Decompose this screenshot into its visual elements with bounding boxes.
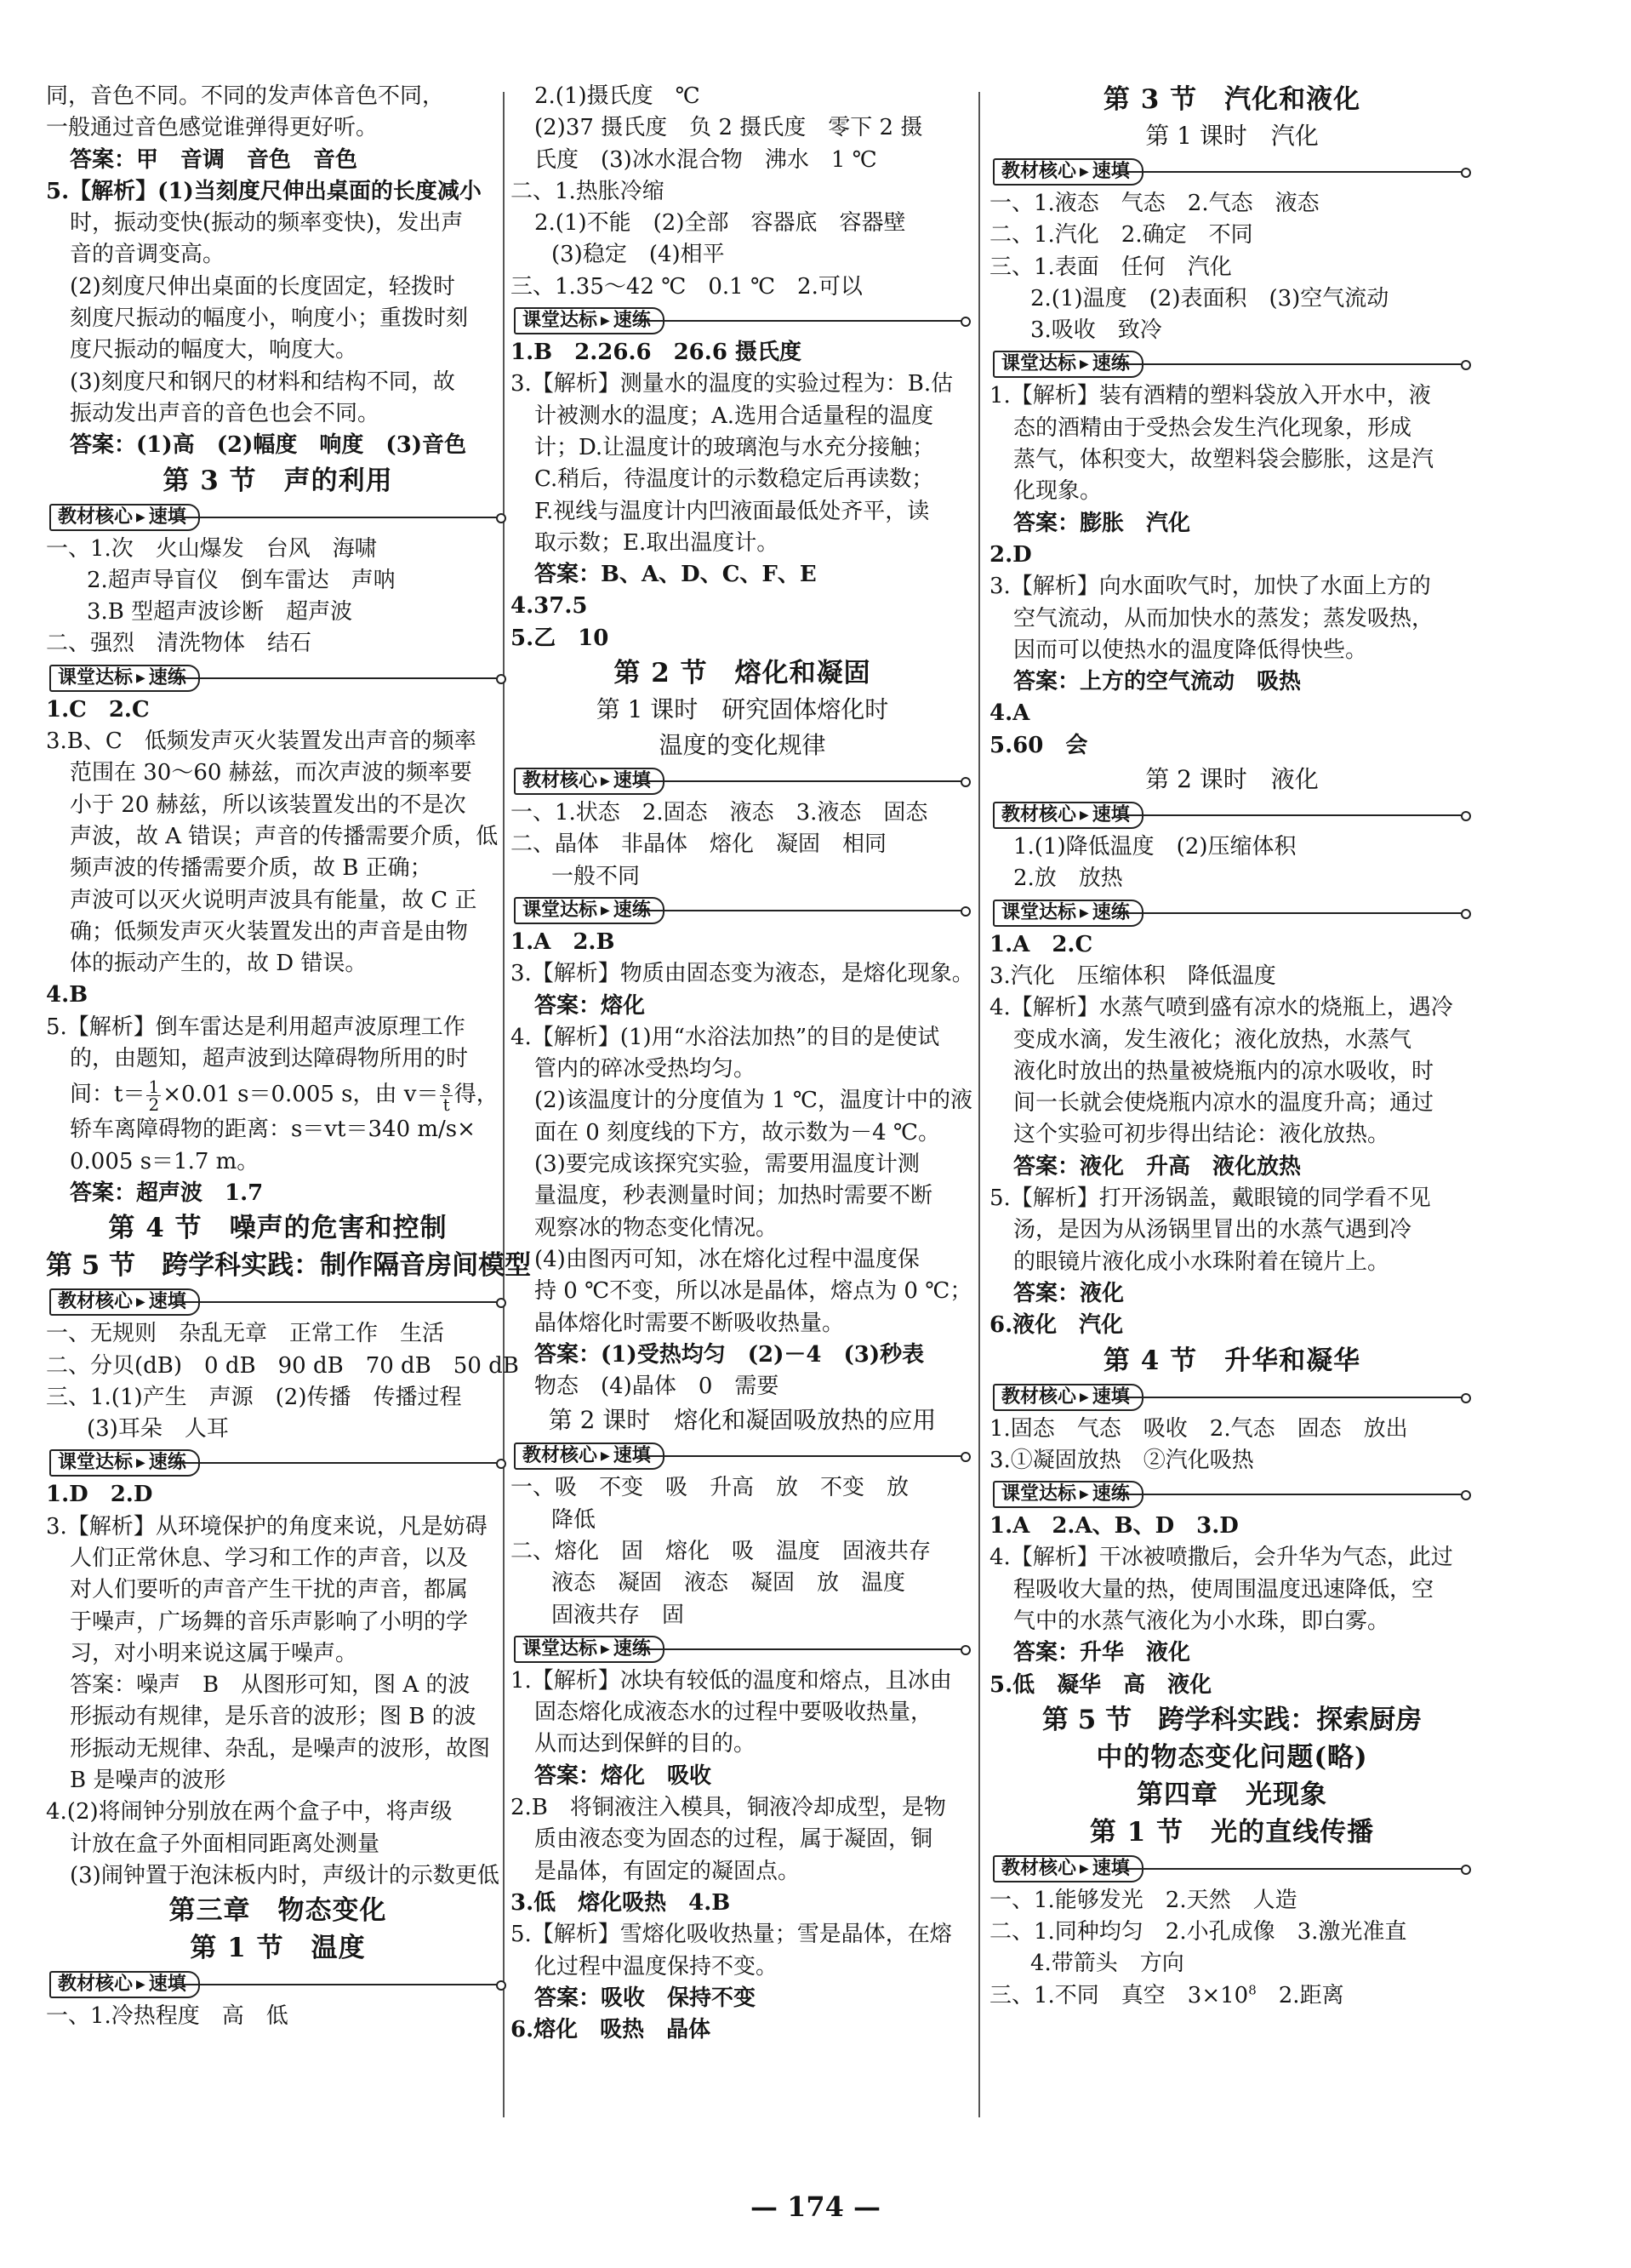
text-line: 质由液态变为固态的过程，属于凝固，铜 [534, 1826, 933, 1853]
text-line: 蒸气，体积变大，故塑料袋会膨胀，这是汽 [1013, 447, 1434, 473]
text-line: 3.【解析】测量水的温度的实验过程为：B.估 [510, 371, 954, 397]
text-line: 5.乙 10 [510, 625, 609, 651]
text-line: 范围在 30～60 赫兹，而次声波的频率要 [70, 760, 472, 786]
answer-line: 答案：超声波 1.7 [70, 1180, 264, 1206]
text-line: C.稍后，待温度计的示数稳定后再读数； [534, 466, 934, 493]
text-line: 4.A [989, 700, 1030, 727]
text-line: 二、1.热胀冷缩 [510, 178, 664, 204]
text-line: 4.【解析】(1)用“水浴法加热”的目的是使试 [510, 1024, 940, 1050]
answer-line: 物态 (4)晶体 0 需要 [534, 1374, 779, 1400]
answer-line: 答案：液化 [1013, 1280, 1125, 1306]
text-line: 轿车离障碍物的距离：s＝vt＝340 m/s× [70, 1117, 476, 1143]
text-line: 人们正常休息、学习和工作的声音，以及 [70, 1545, 469, 1571]
practice-tag: 课堂达标 ▶ 速练 [510, 305, 974, 337]
text-line: 的，由题知，超声波到达障碍物所用的时 [70, 1046, 469, 1072]
text-line: 量温度，秒表测量时间；加热时需要不断 [534, 1183, 933, 1209]
text-line: B 是噪声的波形 [70, 1768, 226, 1794]
text-line: 是晶体，有固定的凝固点。 [534, 1858, 801, 1884]
text-line: 1.【解析】冰块有较低的温度和熔点，且冰由 [510, 1667, 952, 1694]
text-line: 时，振动变快(振动的频率变快)，发出声 [70, 210, 464, 237]
text-line: (3)要完成该探究实验，需要用温度计测 [534, 1151, 920, 1178]
text-line: 液态 凝固 液态 凝固 放 温度 [551, 1570, 906, 1597]
text-line: 一、无规则 杂乱无章 正常工作 生活 [46, 1321, 445, 1347]
text-line: 空气流动，从而加快水的蒸发；蒸发吸热， [1013, 605, 1434, 631]
text-line: 5.60 会 [989, 732, 1088, 758]
lesson-heading: 第 1 课时 汽化 [1145, 122, 1319, 150]
text-line: (3)稳定 (4)相平 [551, 242, 725, 268]
page-number: — 174 — [750, 2191, 881, 2223]
practice-tag: 课堂达标 ▶ 速练 [510, 894, 974, 927]
text-line: 化过程中温度保持不变。 [534, 1953, 778, 1980]
text-line: 面在 0 刻度线的下方，故示数为－4 ℃。 [534, 1119, 940, 1145]
practice-tag: 课堂达标 ▶ 速练 [989, 1478, 1474, 1511]
text-line: 间一长就会使烧瓶内凉水的温度升高；通过 [1013, 1090, 1434, 1117]
text-line: 4.(2)将闹钟分别放在两个盒子中，将声级 [46, 1799, 453, 1825]
text-line: 二、熔化 固 熔化 吸 温度 固液共存 [510, 1538, 932, 1564]
text-line: 3.【解析】从环境保护的角度来说，凡是妨碍 [46, 1513, 488, 1540]
core-tag: 教材核心 ▶ 速填 [510, 1440, 974, 1472]
column-2 [510, 81, 974, 2046]
practice-tag: 课堂达标 ▶ 速练 [46, 1447, 510, 1479]
text-line: 二、强烈 清洗物体 结石 [46, 631, 312, 657]
text-line: F.视线与温度计内凹液面最低处齐平，读 [534, 498, 930, 524]
text-line: 一、1.次 火山爆发 台风 海啸 [46, 535, 377, 562]
answer-line: 答案：膨胀 汽化 [1013, 510, 1191, 536]
text-line: 计；D.让温度计的玻璃泡与水充分接触； [534, 434, 935, 460]
text-line: 二、分贝(dB) 0 dB 90 dB 70 dB 50 dB [46, 1352, 519, 1379]
text-line: 二、1.同种均匀 2.小孔成像 3.激光准直 [989, 1919, 1407, 1945]
answer-line: 答案：吸收 保持不变 [534, 1985, 756, 2011]
text-line: 0.005 s＝1.7 m。 [70, 1148, 259, 1174]
text-line: 一般通过音色感觉谁弹得更好听。 [46, 115, 379, 141]
text-line: 一、吸 不变 吸 升高 放 不变 放 [510, 1475, 910, 1501]
practice-tag: 课堂达标 ▶ 速练 [510, 1633, 974, 1665]
text-line: 二、1.汽化 2.确定 不同 [989, 222, 1253, 249]
text-line: 三、1.表面 任何 汽化 [989, 254, 1232, 280]
text-line: 液化时放出的热量被烧瓶内的凉水吸收，时 [1013, 1058, 1434, 1084]
text-line: 1.(1)降低温度 (2)压缩体积 [1013, 834, 1297, 860]
text-line: 的眼镜片液化成小水珠附着在镜片上。 [1013, 1248, 1390, 1275]
text-line: (3)刻度尺和钢尺的材料和结构不同，故 [70, 368, 455, 395]
lesson-heading: 第 1 课时 研究固体熔化时 [596, 695, 889, 724]
practice-tag: 课堂达标 ▶ 速练 [989, 897, 1474, 929]
core-tag: 教材核心 ▶ 速填 [46, 1968, 510, 2001]
core-tag: 教材核心 ▶ 速填 [46, 1286, 510, 1318]
text-line: 振动发出声音的音色也会不同。 [70, 400, 380, 426]
text-line: 6.熔化 吸热 晶体 [510, 2017, 711, 2043]
column-divider-2 [978, 92, 980, 2117]
text-line: 声波，故 A 错误；声音的传播需要介质，低 [70, 823, 499, 849]
core-tag: 教材核心 ▶ 速填 [989, 156, 1474, 188]
text-line: 3.【解析】物质由固态变为液态，是熔化现象。 [510, 961, 974, 987]
text-line: 2.(1)不能 (2)全部 容器底 容器壁 [534, 210, 906, 237]
text-line: 音的音调变高。 [70, 242, 225, 268]
text-line: 4.37.5 [510, 593, 588, 620]
text-line: 4.【解析】水蒸气喷到盛有凉水的烧瓶上，遇冷 [989, 995, 1453, 1021]
text-line: 1.B 2.26.6 26.6 摄氏度 [510, 340, 801, 366]
answer-line: 答案：液化 升高 液化放热 [1013, 1153, 1302, 1180]
answer-line: 答案：甲 音调 音色 音色 [70, 146, 358, 173]
text-line: 计放在盒子外面相同距离处测量 [70, 1831, 380, 1857]
text-line: (3)耳朵 人耳 [87, 1416, 229, 1442]
text-line: 二、晶体 非晶体 熔化 凝固 相同 [510, 831, 887, 858]
text-line: 3.B、C 低频发声灭火装置发出声音的频率 [46, 728, 476, 755]
core-tag: 教材核心 ▶ 速填 [510, 765, 974, 797]
chapter-heading: 第三章 物态变化 [168, 1895, 387, 1927]
text-line: 5.【解析】打开汤锅盖，戴眼镜的同学看不见 [989, 1185, 1431, 1212]
text-line: 计被测水的温度；A.选用合适量程的温度 [534, 403, 934, 429]
section-heading: 第 1 节 温度 [190, 1933, 366, 1964]
section-heading: 第 3 节 声的利用 [163, 465, 393, 496]
core-tag: 教材核心 ▶ 速填 [989, 1853, 1474, 1885]
text-line: 化现象。 [1013, 478, 1103, 505]
section-heading: 第 3 节 汽化和液化 [1103, 84, 1361, 115]
text-line: 持 0 ℃不变，所以冰是晶体，熔点为 0 ℃； [534, 1278, 972, 1305]
text-line: 度尺振动的幅度大，响度大。 [70, 337, 358, 363]
text-line: 2.(1)温度 (2)表面积 (3)空气流动 [1030, 285, 1389, 311]
text-line: 习，对小明来说这属于噪声。 [70, 1640, 358, 1666]
text-line: (2)该温度计的分度值为 1 ℃，温度计中的液 [534, 1088, 972, 1114]
text-line: 4.带箭头 方向 [1030, 1951, 1184, 1977]
practice-tag: 课堂达标 ▶ 速练 [989, 348, 1474, 380]
answer-line: 答案：熔化 [534, 992, 646, 1019]
text-line: 6.液化 汽化 [989, 1312, 1124, 1339]
text-line: 1.A 2.A、B、D 3.D [989, 1513, 1239, 1540]
text-line: 3.汽化 压缩体积 降低温度 [989, 963, 1276, 989]
text-line: 三、1.不同 真空 $3\times 10^8$ 2.距离 [989, 1982, 1344, 2008]
core-tag: 教材核心 ▶ 速填 [989, 1381, 1474, 1414]
fraction: $\frac{1}{2}$ [148, 1076, 160, 1115]
text-line: 晶体熔化时需要不断吸收热量。 [534, 1310, 845, 1336]
text-line: 4.B [46, 982, 88, 1008]
text-line: 态的酒精由于受热会发生汽化现象，形成 [1013, 414, 1412, 441]
text-line: 变成水滴，发生液化；液化放热，水蒸气 [1013, 1026, 1412, 1053]
text-line: 于噪声，广场舞的音乐声影响了小明的学 [70, 1608, 469, 1635]
text-line: 2.放 放热 [1013, 865, 1123, 892]
answer-line: 答案：上方的空气流动 吸热 [1013, 669, 1302, 695]
text-line: (2)37 摄氏度 负 2 摄氏度 零下 2 摄 [534, 115, 923, 141]
text-line: 程吸收大量的热，使周围温度迅速降低，空 [1013, 1576, 1434, 1602]
text-line: 一、1.冷热程度 高 低 [46, 2003, 288, 2030]
practice-tag: 课堂达标 ▶ 速练 [46, 662, 510, 694]
text-line: 一般不同 [551, 863, 641, 889]
text-line: 5.【解析】倒车雷达是利用超声波原理工作 [46, 1014, 465, 1040]
text-line: 5.【解析】(1)当刻度尺伸出桌面的长度减小 [46, 178, 482, 204]
text-line: 刻度尺振动的幅度小，响度小；重拨时刻 [70, 306, 469, 332]
text-line: 体的振动产生的，故 D 错误。 [70, 951, 368, 977]
text-line: 气中的水蒸气液化为小水珠，即白雾。 [1013, 1608, 1390, 1634]
text-line: 取示数；E.取出温度计。 [534, 529, 779, 556]
text-line: 2.(1)摄氏度 ℃ [534, 83, 700, 109]
text-line: 3.低 熔化吸热 4.B [510, 1889, 731, 1916]
section-heading: 第 4 节 噪声的危害和控制 [108, 1213, 448, 1244]
core-tag: 教材核心 ▶ 速填 [46, 501, 510, 534]
formula-line: 间：t＝ $\frac{1}{2}$ ×0.01 s＝0.005 s，由 v＝ $\frac{s}{t}$ 得， [70, 1076, 499, 1115]
section-heading: 中的物态变化问题(略) [1096, 1741, 1368, 1773]
text-line: 固液共存 固 [551, 1602, 685, 1628]
text-line: 频声波的传播需要介质，故 B 正确； [70, 855, 432, 882]
text-line: 3.B 型超声波诊断 超声波 [87, 599, 353, 626]
column-1 [46, 81, 532, 2033]
text-line: 1.A 2.B [510, 928, 615, 955]
core-tag: 教材核心 ▶ 速填 [989, 799, 1474, 831]
text-line: 3.【解析】向水面吹气时，加快了水面上方的 [989, 574, 1431, 600]
answer-line: 答案：噪声 B 从图形可知，图 A 的波 [70, 1672, 470, 1699]
text-line: 5.低 凝华 高 液化 [989, 1671, 1212, 1698]
text-line: 氏度 (3)冰水混合物 沸水 1 ℃ [534, 146, 877, 173]
text-line: 3.吸收 致冷 [1030, 317, 1162, 344]
text-line: 5.【解析】雪熔化吸收热量；雪是晶体，在熔 [510, 1922, 952, 1948]
text-line: 这个实验可初步得出结论：液化放热。 [1013, 1122, 1390, 1148]
text-line: 2.超声导盲仪 倒车雷达 声呐 [87, 567, 396, 593]
text-line: 降低 [551, 1506, 596, 1533]
text-line: 1.固态 气态 吸收 2.气态 固态 放出 [989, 1415, 1408, 1442]
text-line: (4)由图丙可知，冰在熔化过程中温度保 [534, 1246, 920, 1272]
text-line: 一、1.能够发光 2.天然 人造 [989, 1887, 1297, 1913]
lesson-heading: 第 2 课时 液化 [1145, 765, 1319, 794]
text-line: 形振动有规律，是乐音的波形；图 B 的波 [70, 1704, 476, 1730]
text-line: (3)闹钟置于泡沫板内时，声级计的示数更低 [70, 1862, 499, 1888]
text-line: 1.【解析】装有酒精的塑料袋放入开水中，液 [989, 383, 1431, 409]
text-line: 2.B 将铜液注入模具，铜液冷却成型，是物 [510, 1795, 946, 1821]
text-line: 2.D [989, 541, 1032, 568]
section-heading: 第 5 节 跨学科实践：制作隔音房间模型 [46, 1250, 532, 1282]
text-line: 确；低频发声灭火装置发出的声音是由物 [70, 918, 469, 945]
column-3 [989, 81, 1474, 2012]
lesson-heading: 温度的变化规律 [659, 731, 826, 760]
text-line: 4.【解析】干冰被喷撒后，会升华为气态，此过 [989, 1545, 1453, 1571]
text-line: 三、1.(1)产生 声源 (2)传播 传播过程 [46, 1384, 462, 1410]
text-line: 因而可以使热水的温度降低得快些。 [1013, 637, 1368, 663]
text-line: 从而达到保鲜的目的。 [534, 1731, 756, 1757]
answer-line: 答案：升华 液化 [1013, 1640, 1191, 1666]
text-line: 3.①凝固放热 ②汽化吸热 [989, 1447, 1254, 1473]
text-line: 1.A 2.C [989, 931, 1093, 957]
answer-line: 答案：熔化 吸收 [534, 1762, 712, 1789]
section-heading: 第 4 节 升华和凝华 [1103, 1345, 1361, 1376]
text-line: 固态熔化成液态水的过程中要吸收热量， [534, 1700, 933, 1726]
section-heading: 第 2 节 熔化和凝固 [613, 658, 871, 689]
answer-line: 答案：(1)受热均匀 (2)－4 (3)秒表 [534, 1341, 925, 1368]
text-line: 三、1.35～42 ℃ 0.1 ℃ 2.可以 [510, 273, 863, 300]
text-line: 1.C 2.C [46, 696, 150, 723]
fraction: $\frac{s}{t}$ [442, 1076, 451, 1115]
answer-line: 答案：(1)高 (2)幅度 响度 (3)音色 [70, 432, 467, 459]
lesson-heading: 第 2 课时 熔化和凝固吸放热的应用 [548, 1406, 937, 1435]
text-line: 观察冰的物态变化情况。 [534, 1214, 778, 1241]
text-line: 声波可以灭火说明声波具有能量，故 C 正 [70, 887, 477, 913]
answer-line: 答案：B、A、D、C、F、E [534, 562, 817, 588]
section-heading: 第 1 节 光的直线传播 [1089, 1816, 1375, 1848]
text-line: 形振动无规律、杂乱，是噪声的波形，故图 [70, 1735, 491, 1762]
text-line: 小于 20 赫兹，所以该装置发出的不是次 [70, 791, 466, 818]
text-line: 一、1.液态 气态 2.气态 液态 [989, 191, 1320, 216]
text-line: 1.D 2.D [46, 1482, 153, 1508]
chapter-heading: 第四章 光现象 [1137, 1779, 1327, 1810]
text-line: 同，音色不同。不同的发声体音色不同， [46, 83, 445, 109]
text-line: 汤，是因为从汤锅里冒出的水蒸气遇到冷 [1013, 1217, 1412, 1243]
text-line: 管内的碎冰受热均匀。 [534, 1056, 756, 1083]
text-line: 一、1.状态 2.固态 液态 3.液态 固态 [510, 800, 928, 826]
text-line: (2)刻度尺伸出桌面的长度固定，轻拨时 [70, 273, 455, 300]
text-line: 对人们要听的声音产生干扰的声音，都属 [70, 1577, 469, 1603]
section-heading: 第 5 节 跨学科实践：探索厨房 [1041, 1704, 1423, 1735]
